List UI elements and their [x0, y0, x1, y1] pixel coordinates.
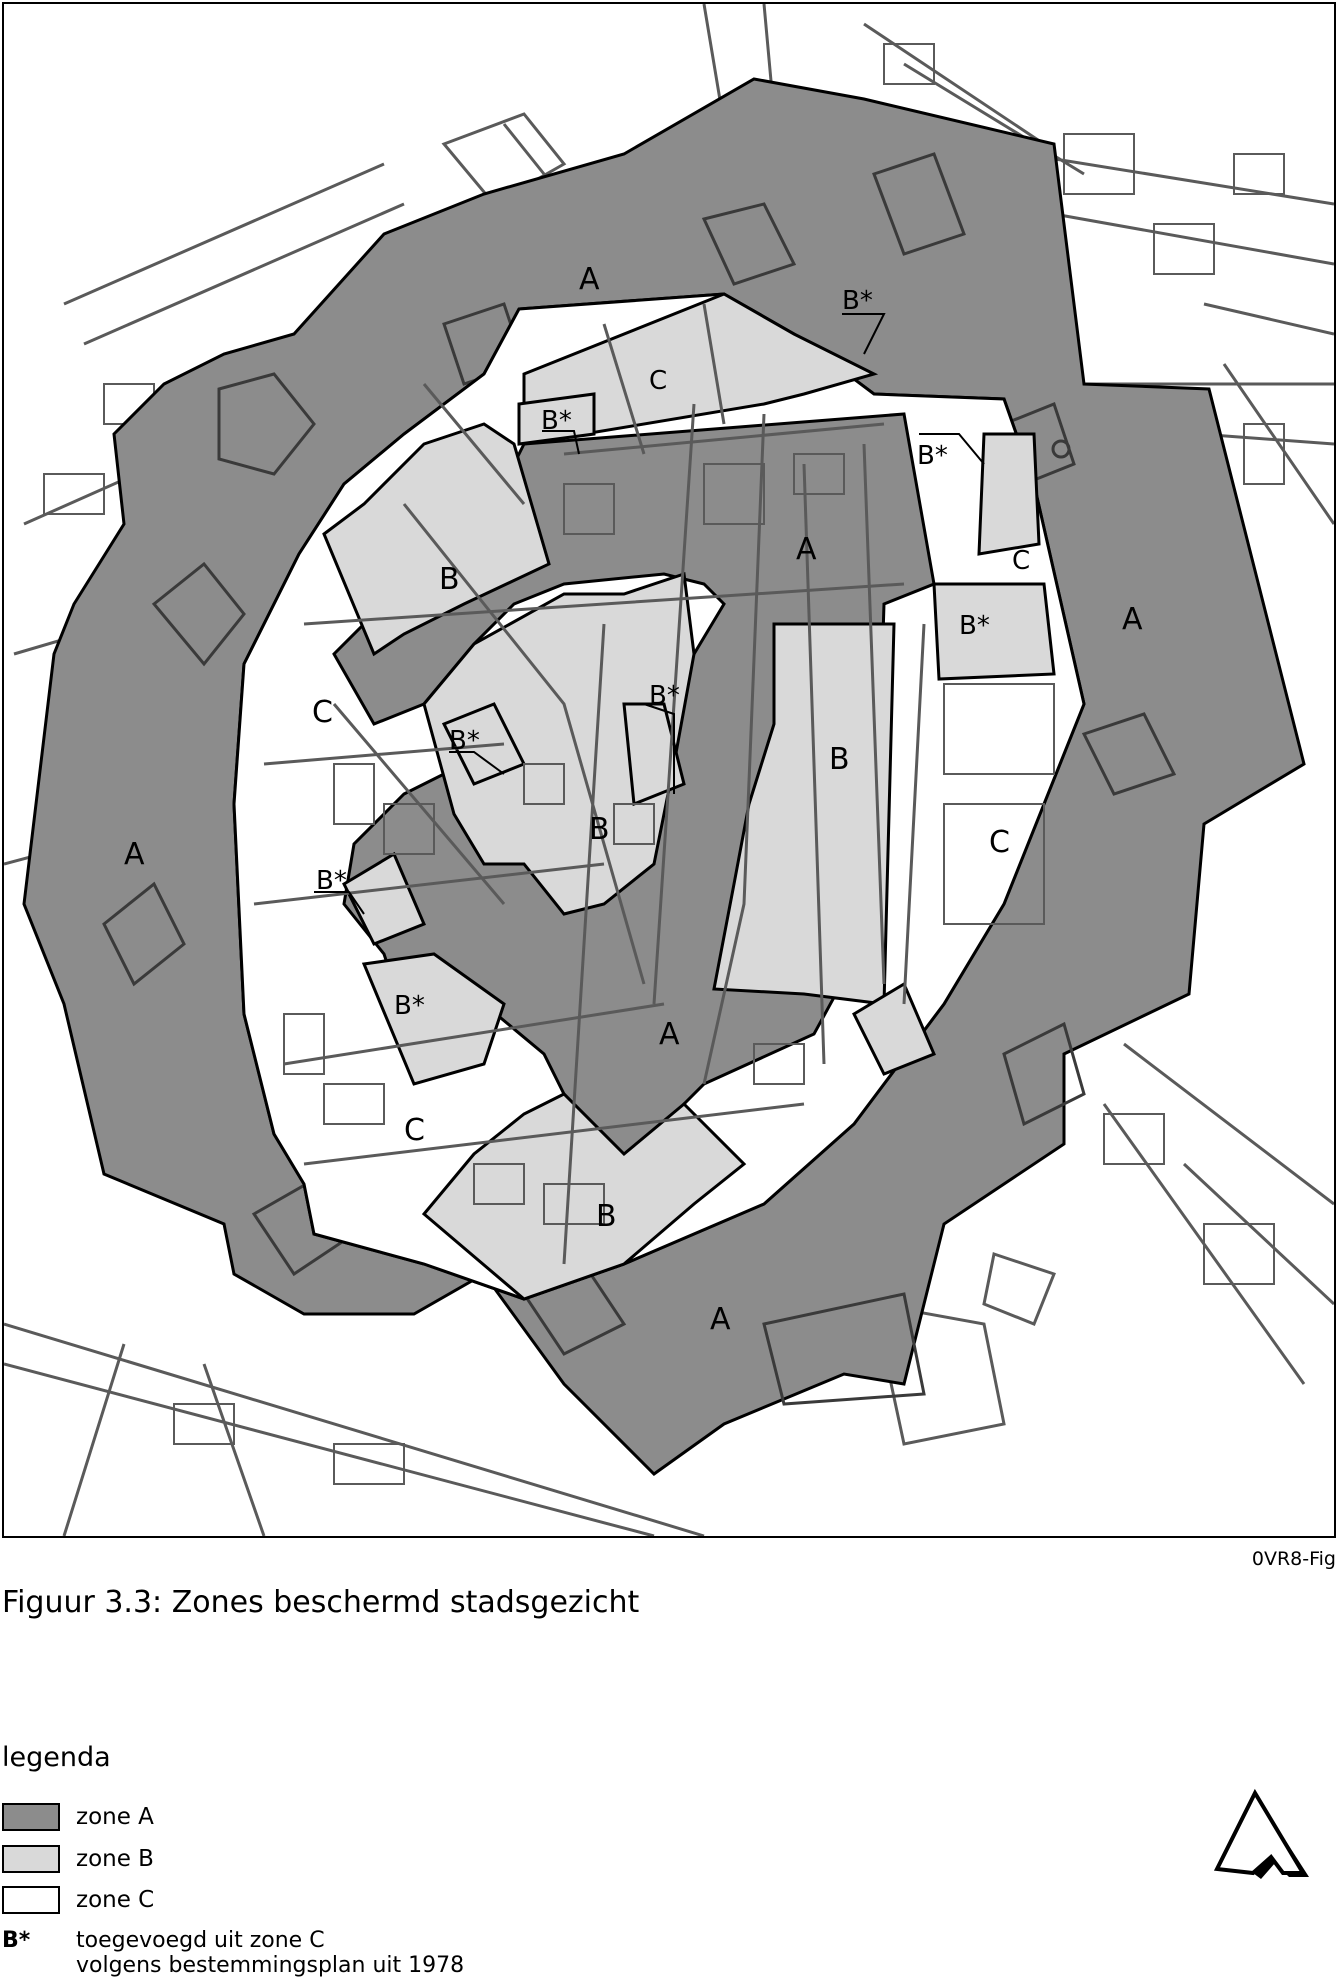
legend-swatch-zone-b [2, 1845, 60, 1873]
legend-item-bstar [2, 1928, 464, 1978]
zone-label-b-east: B [829, 742, 850, 777]
zone-label-a-east: A [1122, 602, 1143, 637]
zone-label-c-north: C [649, 366, 668, 396]
figure-caption: Figuur 3.3: Zones beschermd stadsgezicht [2, 1585, 640, 1620]
zone-label-c-east: C [989, 825, 1010, 860]
bstar-label: B* [842, 286, 873, 316]
bstar-label: B* [394, 991, 425, 1021]
bstar-label: B* [959, 611, 990, 641]
bstar-label: B* [917, 441, 948, 471]
legend-item-zone-a [2, 1802, 154, 1832]
legend-title: legenda [2, 1742, 111, 1773]
bstar-label: B* [649, 681, 680, 711]
zone-label-a-center-s: A [659, 1017, 680, 1052]
bstar-label: B* [541, 406, 572, 436]
zone-label-a-south: A [710, 1302, 731, 1337]
zone-label-b-south: B [596, 1199, 617, 1234]
legend-label-zone-c: zone C [76, 1887, 155, 1913]
figure-code: 0VR8-Fig [1251, 1548, 1336, 1570]
legend-bstar-text [76, 1928, 464, 1978]
bstar-label: B* [449, 726, 480, 756]
zone-b-star-2 [979, 434, 1039, 554]
legend-label-zone-b: zone B [76, 1846, 154, 1872]
fortified-town-map [4, 4, 1334, 1536]
legend-bstar-line-2: volgens bestemmingsplan uit 1978 [76, 1953, 465, 1978]
legend-item-zone-c [2, 1885, 154, 1915]
legend-swatch-zone-c [2, 1886, 60, 1914]
zone-label-a-center-n: A [796, 532, 817, 567]
zone-label-c-west: C [312, 695, 333, 730]
legend-item-zone-b [2, 1844, 154, 1874]
legend-bstar-line-1: toegevoegd uit zone C [76, 1928, 325, 1953]
map-frame [2, 2, 1336, 1538]
north-arrow-icon [1205, 1785, 1315, 1889]
zone-label-a-west: A [124, 837, 145, 872]
legend-label-zone-a: zone A [76, 1804, 154, 1830]
zone-label-c-ne: C [1012, 546, 1031, 576]
legend-swatch-zone-a [2, 1803, 60, 1831]
zone-label-c-sw: C [404, 1113, 425, 1148]
zone-label-b-nw: B [439, 562, 460, 597]
zone-label-b-center: B [589, 812, 610, 847]
legend-bstar-symbol: B* [2, 1928, 31, 1953]
bstar-label: B* [316, 866, 347, 896]
zone-b-star-3 [934, 584, 1054, 679]
zone-label-a-north: A [579, 262, 600, 297]
